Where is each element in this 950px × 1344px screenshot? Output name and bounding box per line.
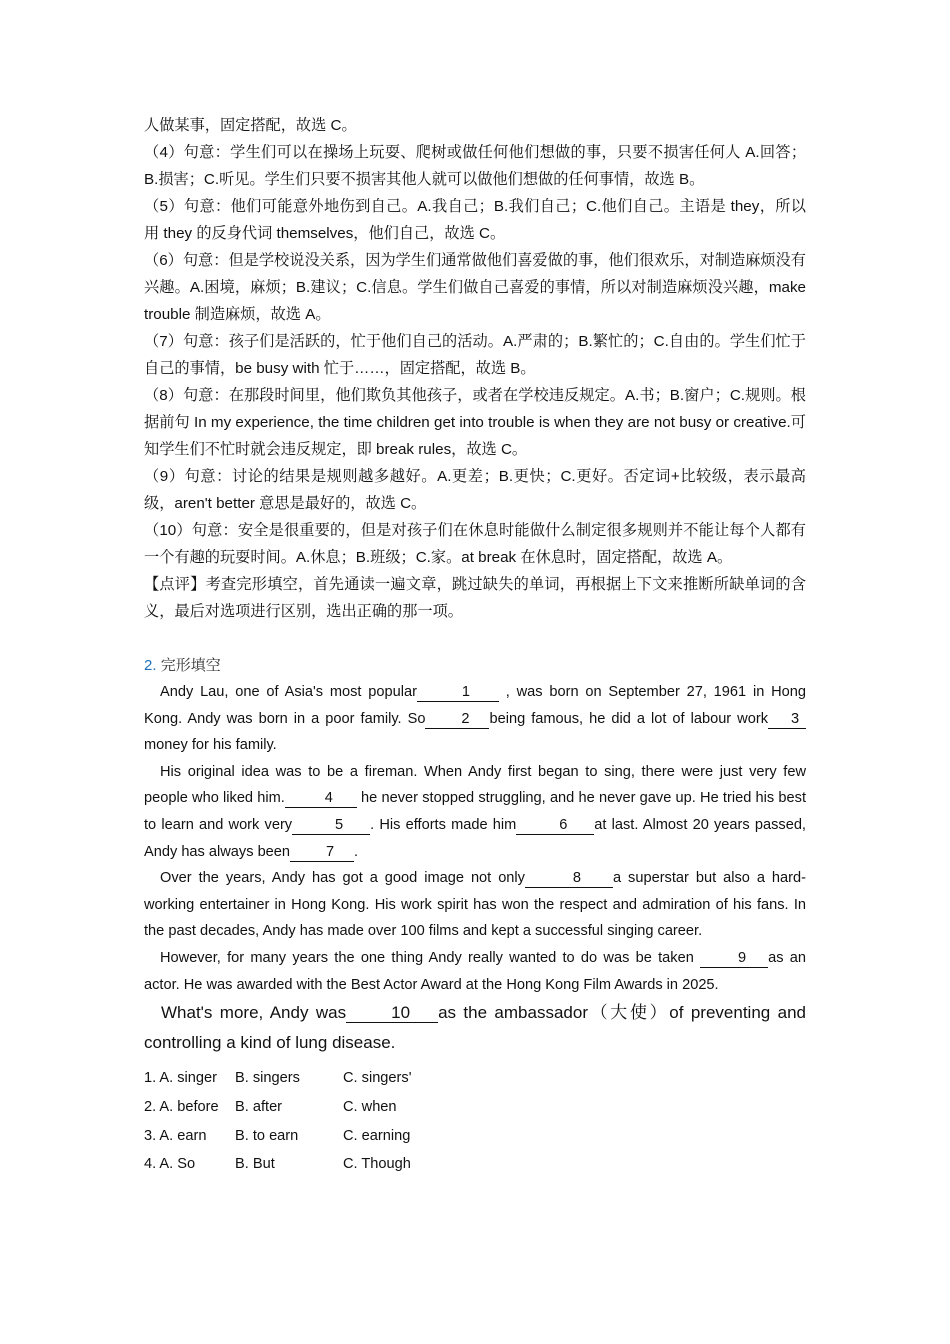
- option-b: B. singers: [235, 1070, 300, 1087]
- option-b: B. to earn: [235, 1127, 299, 1144]
- passage-text: Andy Lau, one of Asia's most popular: [160, 684, 417, 700]
- option-row-2: [144, 1093, 806, 1122]
- option-c: C. when: [343, 1099, 397, 1116]
- explanation-8: （8）句意：在那段时间里，他们欺负其他孩子，或者在学校违反规定。A.书；B.窗户；C.规则。根据前句 In my experience, the time children get into trouble is when they are not busy or creative.可知学生们不忙时就会违反规定，即 break rules，故选 C。: [144, 387, 806, 458]
- explanation-7: （7）句意：孩子们是活跃的，忙于他们自己的活动。A.严肃的；B.繁忙的；C.自由的。学生们忙于自己的事情，be busy with 忙于……，固定搭配，故选 B。: [144, 333, 806, 377]
- passage-paragraph-1: [144, 679, 806, 759]
- blank-1: 1: [417, 683, 499, 702]
- option-b: B. after: [235, 1099, 283, 1116]
- comment-note: 【点评】考查完形填空，首先通读一遍文章，跳过缺失的单词，再根据上下文来推断所缺单词的含义，最后对选项进行区别，选出正确的那一项。: [144, 576, 806, 620]
- blank-3: 3: [768, 710, 806, 729]
- option-a: 2. A. before: [144, 1099, 219, 1116]
- passage-text: .: [354, 843, 359, 860]
- passage-text: at last. Almost 20 years passed, Andy has always been: [144, 816, 806, 860]
- passage-text: as an actor. He was awarded with the Best Actor Award at the Hong Kong Film Awards in 2025.: [144, 949, 806, 993]
- blank-9: 9: [700, 949, 768, 968]
- blank-4: 4: [285, 789, 357, 808]
- option-a: 3. A. earn: [144, 1127, 207, 1144]
- option-c: C. earning: [343, 1127, 411, 1144]
- passage-text: . His efforts made him: [370, 816, 517, 833]
- passage-text: being famous, he did a lot of labour work: [489, 710, 768, 727]
- passage-text: However, for many years the one thing Andy really wanted to do was be taken: [160, 949, 701, 966]
- explanation-line: 人做某事，固定搭配，故选 C。: [144, 117, 357, 134]
- option-b: B. But: [235, 1156, 275, 1173]
- explanation-4: （4）句意：学生们可以在操场上玩耍、爬树或做任何他们想做的事，只要不损害任何人 A.回答；B.损害；C.听见。学生们只要不损害其他人就可以做他们想做的任何事情，故选 B。: [144, 144, 807, 188]
- explanation-10: （10）句意：安全是很重要的，但是对孩子们在休息时能做什么制定很多规则并不能让每个人都有一个有趣的玩耍时间。A.休息；B.班级；C.家。at break 在休息时，固定搭配，故选 A。: [144, 522, 806, 566]
- option-c: C. Though: [343, 1156, 411, 1173]
- blank-10: 10: [346, 1004, 438, 1023]
- explanation-9: （9）句意：讨论的结果是规则越多越好。A.更差；B.更快；C.更好。否定词+比较级，表示最高级，aren't better 意思是最好的，故选 C。: [144, 468, 806, 512]
- passage-text: as the ambassador（大使）of preventing and controlling a kind of lung disease.: [144, 1003, 806, 1053]
- explanation-6: （6）句意：但是学校说没关系，因为学生们通常做他们喜爱做的事，他们很欢乐，对制造麻烦没有兴趣。A.困境，麻烦；B.建议；C.信息。学生们做自己喜爱的事情，所以对制造麻烦没兴趣，make trouble 制造麻烦，故选 A。: [144, 252, 806, 323]
- passage-text: he never stopped struggling, and he never gave up. He tried his best to learn and work very: [144, 790, 806, 833]
- passage-paragraph-5: [144, 998, 806, 1058]
- passage-text: a superstar but also a hard-working entertainer in Hong Kong. His work spirit has won the respect and admiration of his fans. In the past decades, Andy has made over 100 films and kept a successful singing career.: [144, 870, 806, 940]
- passage-paragraph-2: [144, 759, 806, 865]
- question-number: 2.: [144, 657, 157, 674]
- option-row-1: [144, 1064, 806, 1093]
- question-title: [144, 653, 806, 679]
- options-list: [144, 1064, 806, 1178]
- blank-2: 2: [425, 710, 489, 729]
- blank-5: 5: [292, 816, 370, 835]
- option-a: 4. A. So: [144, 1156, 196, 1173]
- blank-6: 6: [516, 816, 594, 835]
- document-page: [144, 112, 806, 1179]
- blank-7: 7: [290, 843, 354, 862]
- option-a: 1. A. singer: [144, 1070, 218, 1087]
- passage-text: His original idea was to be a fireman. When Andy first began to sing, there were just very few people who liked him.: [144, 763, 806, 807]
- option-row-4: [144, 1150, 806, 1179]
- passage-paragraph-3: [144, 865, 806, 945]
- option-row-3: [144, 1121, 806, 1150]
- passage-paragraph-4: [144, 945, 806, 998]
- question-title-text: 完形填空: [160, 657, 221, 674]
- option-c: C. singers': [343, 1070, 412, 1087]
- passage-text: Over the years, Andy has got a good image not only: [160, 870, 525, 887]
- passage-text: What's more, Andy was: [161, 1003, 347, 1023]
- passage-text: , was born on September 27, 1961 in Hong Kong. Andy was born in a poor family. So: [144, 684, 806, 727]
- blank-8: 8: [525, 869, 613, 888]
- passage-text: money for his family.: [144, 737, 277, 754]
- explanation-5: （5）句意：他们可能意外地伤到自己。A.我自己；B.我们自己；C.他们自己。主语是 they，所以用 they 的反身代词 themselves，他们自己，故选 C。: [144, 198, 806, 242]
